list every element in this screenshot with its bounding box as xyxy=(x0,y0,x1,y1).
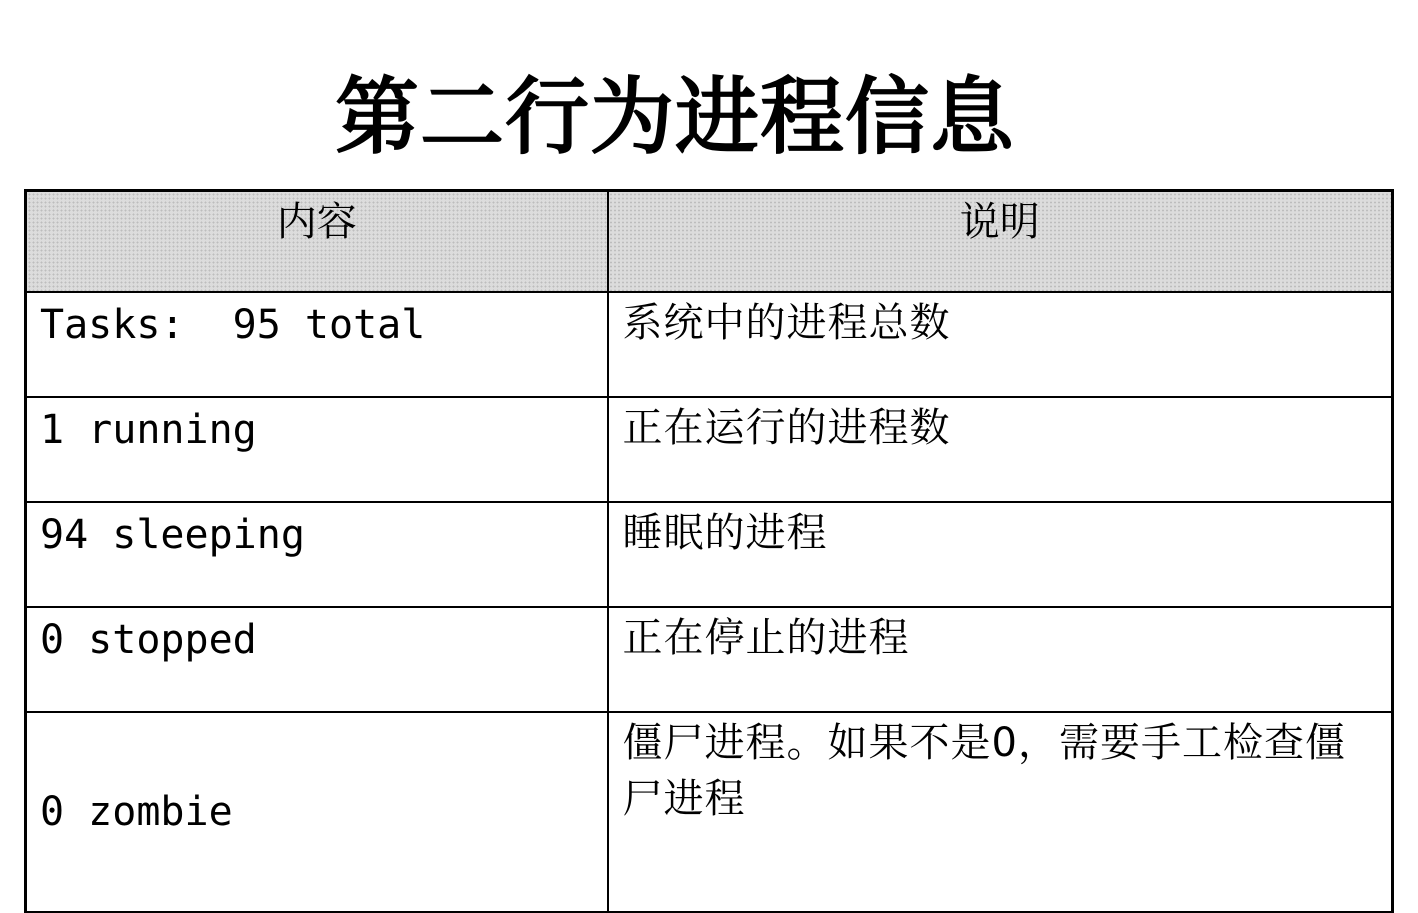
table-row xyxy=(26,502,1393,607)
content-cell: 0 stopped xyxy=(26,607,608,712)
table-row xyxy=(26,397,1393,502)
column-header-description: 说明 xyxy=(608,191,1393,293)
process-info-table xyxy=(24,189,1394,913)
column-header-content: 内容 xyxy=(26,191,608,293)
table-header-row xyxy=(26,191,1393,293)
description-cell: 僵尸进程。如果不是0，需要手工检查僵尸进程 xyxy=(608,712,1393,913)
description-cell: 正在运行的进程数 xyxy=(608,397,1393,502)
table-row xyxy=(26,712,1393,913)
table-row xyxy=(26,292,1393,397)
content-cell: 1 running xyxy=(26,397,608,502)
page-title: 第二行为进程信息 xyxy=(334,68,1015,167)
table-row xyxy=(26,607,1393,712)
description-cell: 睡眠的进程 xyxy=(608,502,1393,607)
content-cell: Tasks: 95 total xyxy=(26,292,608,397)
description-cell: 正在停止的进程 xyxy=(608,607,1393,712)
description-cell: 系统中的进程总数 xyxy=(608,292,1393,397)
content-cell: 94 sleeping xyxy=(26,502,608,607)
content-cell: 0 zombie xyxy=(26,712,608,913)
